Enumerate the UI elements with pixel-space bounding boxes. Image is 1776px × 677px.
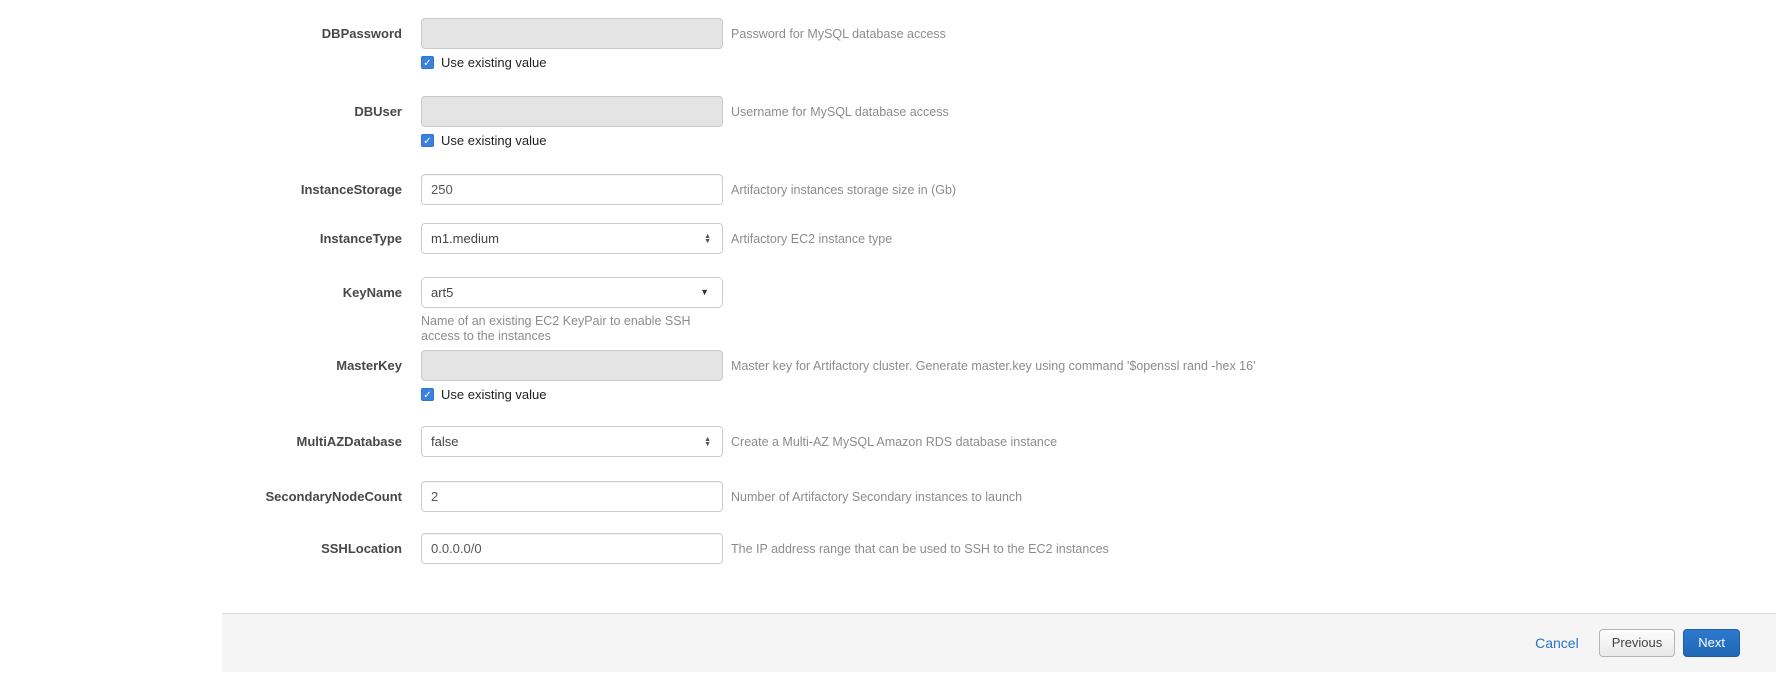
use-existing-label: Use existing value [441, 55, 547, 70]
sshlocation-input[interactable] [421, 533, 723, 564]
field-row-instancestorage [0, 174, 1776, 205]
field-label-instancetype: InstanceType [319, 231, 402, 246]
cancel-link[interactable]: Cancel [1535, 635, 1579, 651]
keyname-dropdown[interactable] [421, 277, 723, 308]
multiazdatabase-select[interactable] [421, 426, 723, 457]
use-existing-checkbox[interactable]: ✓ [421, 134, 434, 147]
field-row-sshlocation [0, 533, 1776, 564]
field-label-dbpassword: DBPassword [321, 26, 402, 41]
field-label-masterkey: MasterKey [336, 358, 402, 373]
use-existing-value-row [421, 55, 723, 70]
field-label-keyname: KeyName [342, 285, 402, 300]
field-row-keyname [0, 277, 1776, 344]
secondarynodecount-input[interactable] [421, 481, 723, 512]
field-row-dbpassword [0, 18, 1776, 70]
field-description: Password for MySQL database access [731, 27, 946, 41]
field-label-secondarynodecount: SecondaryNodeCount [265, 489, 402, 504]
field-row-secondarynodecount [0, 481, 1776, 512]
field-description: Create a Multi-AZ MySQL Amazon RDS database instance [731, 435, 1058, 449]
field-row-multiazdatabase [0, 426, 1776, 457]
use-existing-checkbox[interactable]: ✓ [421, 388, 434, 401]
keyname-selected-value: art5 [431, 285, 454, 300]
dbuser-input[interactable] [421, 96, 723, 127]
field-label-instancestorage: InstanceStorage [300, 182, 402, 197]
chevron-down-icon: ▼ [700, 287, 709, 297]
use-existing-value-row [421, 133, 723, 148]
use-existing-checkbox[interactable]: ✓ [421, 56, 434, 69]
field-row-dbuser [0, 96, 1776, 148]
field-description: Number of Artifactory Secondary instances to launch [731, 490, 1023, 504]
field-label-dbuser: DBUser [354, 104, 402, 119]
instancetype-select[interactable] [421, 223, 723, 254]
instancetype-selected-value: m1.medium [431, 231, 499, 246]
dbpassword-input[interactable] [421, 18, 723, 49]
use-existing-value-row [421, 387, 723, 402]
wizard-footer [222, 613, 1776, 672]
instancestorage-input[interactable] [421, 174, 723, 205]
field-row-masterkey [0, 350, 1776, 402]
masterkey-input[interactable] [421, 350, 723, 381]
next-button[interactable]: Next [1683, 629, 1740, 657]
keyname-helper-text: Name of an existing EC2 KeyPair to enable SSH access to the instances [421, 314, 691, 343]
multiazdatabase-selected-value: false [431, 434, 459, 449]
field-row-instancetype [0, 223, 1776, 254]
field-label-sshlocation: SSHLocation [321, 541, 402, 556]
previous-button[interactable]: Previous [1599, 629, 1676, 657]
field-description: Artifactory instances storage size in (Gb) [731, 183, 957, 197]
stepper-icon: ▲ ▼ [704, 435, 711, 448]
field-description: The IP address range that can be used to SSH to the EC2 instances [731, 542, 1109, 556]
field-description: Username for MySQL database access [731, 105, 949, 119]
use-existing-label: Use existing value [441, 133, 547, 148]
field-description: Artifactory EC2 instance type [731, 232, 893, 246]
field-description: Master key for Artifactory cluster. Generate master.key using command '$openssl rand -hex 16' [731, 359, 1256, 373]
stepper-icon: ▲ ▼ [704, 232, 711, 245]
field-label-multiazdatabase: MultiAZDatabase [296, 434, 402, 449]
use-existing-label: Use existing value [441, 387, 547, 402]
